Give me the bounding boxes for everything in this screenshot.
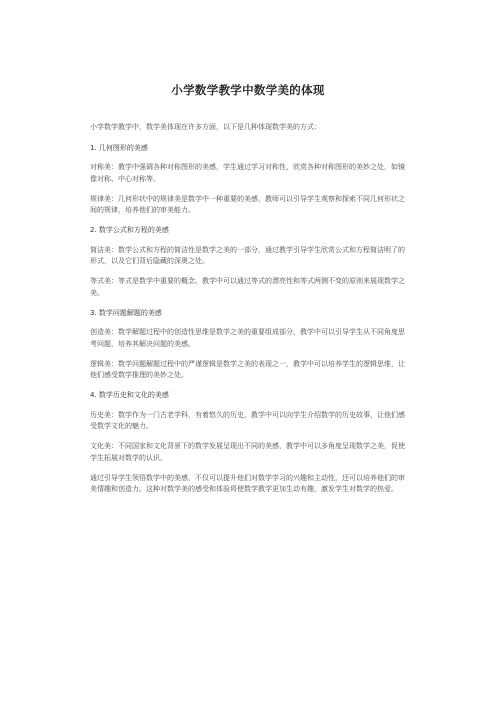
section-heading-2: 2. 数学公式和方程的美感: [90, 226, 169, 234]
section-heading-3: 3. 数学问题解题的美感: [90, 308, 162, 317]
section-3-paragraph-2: 逻辑美：数学问题解题过程中的严谨逻辑是数学之美的表现之一，教学中可以培养学生的逻辑思维，让他们感受数学推理的美妙之处。: [90, 359, 405, 379]
intro-paragraph: 小学数学教学中，数学美体现在许多方面，以下是几种体现数学美的方式：: [90, 123, 321, 131]
section-4-paragraph-2: 文化美：不同国家和文化背景下的数学发展呈现出不同的美感，教学中可以多角度呈现数学之美，促使学生拓展对数学的认识。: [90, 442, 405, 462]
conclusion-paragraph: 通过引导学生领悟数学中的美感，不仅可以提升他们对数学学习的兴趣和主动性，还可以培养他们的审美情趣和创造力。这种对数学美的感受和体验将使数学教学更加生动有趣，激发学生对数学的热爱。: [90, 473, 405, 493]
document-body: [90, 122, 410, 504]
document-title: 小学数学教学中数学美的体现: [171, 83, 325, 97]
section-1-paragraph-1: 对称美：教学中强调各种对称图形的美感，学生通过学习对称性，欣赏各种对称图形的美妙之处，如镜像对称、中心对称等。: [90, 163, 405, 183]
section-3-paragraph-1: 创造美：数学解题过程中的创造性思维是数学之美的重要组成部分，教学中可以引导学生从不同角度思考问题，培养其解决问题的美感。: [90, 328, 405, 348]
section-heading-4: 4. 数学历史和文化的美感: [90, 391, 169, 399]
section-2-paragraph-1: 简洁美：数学公式和方程的简洁性是数学之美的一部分，通过教学引导学生欣赏公式和方程简洁明了的形式，以及它们背后隐藏的深奥之处。: [90, 245, 405, 265]
section-2-paragraph-2: 等式美：等式是数学中重要的概念，教学中可以通过等式的漂亮性和等式两侧不变的原则来展现数学之美。: [90, 277, 405, 297]
section-1-paragraph-2: 规律美：几何形状中的规律美是数学中一种重要的美感，教师可以引导学生观察和探索不同几何形状之间的规律，培养他们的审美能力。: [90, 194, 405, 214]
section-4-paragraph-1: 历史美：数学作为一门古老学科，有着悠久的历史，教学中可以向学生介绍数学的历史故事，让他们感受数学文化的魅力。: [90, 410, 405, 430]
section-heading-1: 1. 几何图形的美感: [90, 143, 148, 152]
